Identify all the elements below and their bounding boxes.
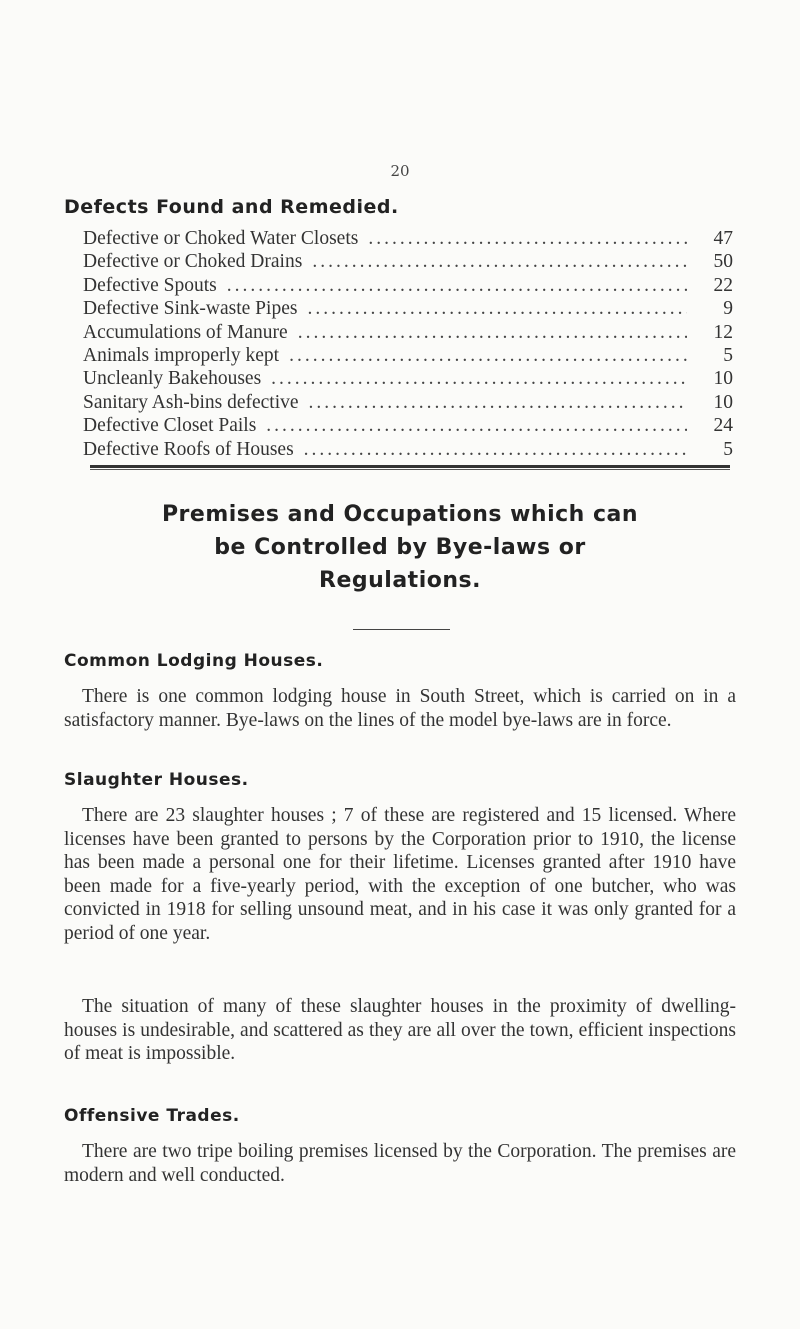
leader-dots — [307, 298, 687, 320]
lodging-paragraph: There is one common lodging house in South Street, which is carried on in a satisfactory manner. Bye-laws on the lines of the model bye-laws are in force. — [64, 686, 736, 731]
list-item — [83, 275, 733, 298]
list-item — [83, 298, 733, 321]
leader-dots — [304, 439, 687, 461]
item-label: Sanitary Ash-bins defective — [83, 391, 299, 413]
slaughter-paragraph-1: There are 23 slaughter houses ; 7 of these are registered and 15 licensed. Where licenses have been granted to persons by the Corporation prior to 1910, the license has been made a personal one for their lifetime. Licenses granted after 1910 have been made for a five-yearly period, with the exception of one butcher, who was convicted in 1918 for selling unsound meat, and in his case it was only granted for a period of one year. — [64, 805, 736, 944]
leader-dots — [271, 368, 687, 390]
leader-dots — [266, 415, 687, 437]
premises-heading — [64, 498, 736, 597]
item-value: 24 — [713, 415, 733, 437]
item-label: Animals improperly kept — [83, 344, 280, 366]
list-item — [83, 439, 733, 462]
section-divider-thin — [90, 469, 730, 470]
slaughter-heading: Slaughter Houses. — [64, 770, 249, 790]
item-value: 10 — [713, 391, 733, 413]
item-value: 12 — [713, 321, 733, 343]
item-value: 47 — [713, 228, 733, 249]
premises-heading-line3: Regulations. — [319, 568, 481, 593]
premises-heading-line2: be Controlled by Bye-laws or — [214, 535, 586, 560]
leader-dots — [312, 251, 687, 273]
list-item — [83, 368, 733, 391]
offensive-paragraph: There are two tripe boiling premises licensed by the Corporation. The premises are modern and well conducted. — [64, 1141, 736, 1186]
item-label: Uncleanly Bakehouses — [83, 368, 262, 390]
leader-dots — [368, 228, 687, 250]
leader-dots — [289, 345, 687, 367]
list-item — [83, 251, 733, 274]
premises-heading-line1: Premises and Occupations which can — [161, 502, 639, 527]
list-item — [83, 322, 733, 345]
item-label: Defective or Choked Water Closets — [83, 228, 359, 249]
short-divider — [353, 629, 450, 630]
item-label: Defective Sink-waste Pipes — [83, 298, 298, 320]
list-item — [83, 415, 733, 438]
leader-dots — [309, 392, 687, 414]
item-label: Defective Roofs of Houses — [83, 438, 294, 460]
item-value: 5 — [723, 344, 733, 366]
defects-heading: Defects Found and Remedied. — [64, 196, 399, 218]
page-number: 20 — [390, 162, 410, 180]
item-value: 5 — [723, 438, 733, 460]
section-divider — [90, 465, 730, 468]
leader-dots — [298, 322, 687, 344]
slaughter-paragraph-2: The situation of many of these slaughter houses in the proximity of dwelling-houses is undesirable, and scattered as they are all over the town, efficient inspections of meat is impossible. — [64, 996, 736, 1064]
list-item — [83, 392, 733, 415]
leader-dots — [227, 275, 687, 297]
list-item — [83, 345, 733, 368]
item-value: 22 — [713, 274, 733, 296]
list-item — [83, 228, 733, 251]
item-label: Defective Spouts — [83, 274, 217, 296]
item-value: 50 — [713, 251, 733, 273]
item-value: 9 — [723, 298, 733, 320]
item-label: Defective Closet Pails — [83, 415, 257, 437]
item-label: Defective or Choked Drains — [83, 251, 303, 273]
offensive-heading: Offensive Trades. — [64, 1106, 240, 1126]
item-label: Accumulations of Manure — [83, 321, 288, 343]
lodging-heading: Common Lodging Houses. — [64, 651, 324, 671]
item-value: 10 — [713, 368, 733, 390]
defects-list — [83, 228, 733, 462]
